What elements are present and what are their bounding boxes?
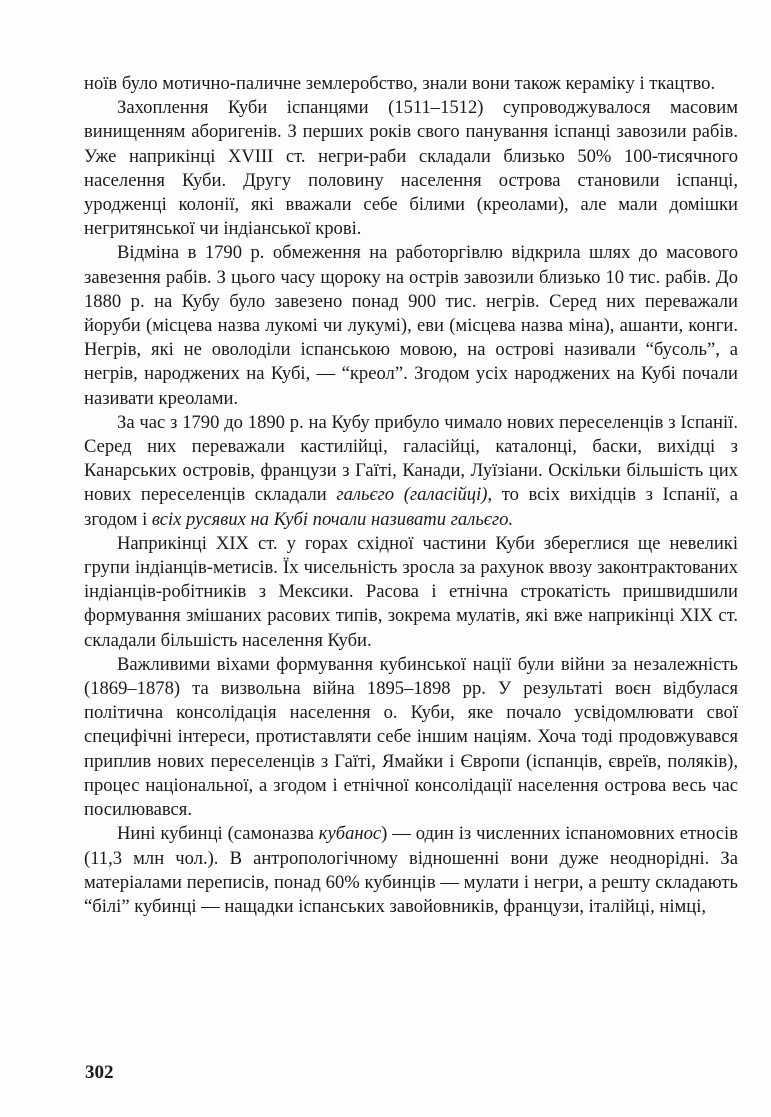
italic-term: кубанос — [318, 823, 382, 845]
paragraph-text: За час з 1790 до 1890 р. на Кубу прибуло чимало нових переселенців з Іспанії. Серед них переважали кастилійці, галасійці, каталонці, баски, вихідці з Канарських островів, французи з Гаїті, Канади, Луїзіани. Оскільки більшість цих нових переселенців складали — [84, 411, 738, 506]
paragraph-text: , то всіх вихідців з Іспанії, а згодом і — [84, 484, 738, 530]
paragraph-continued: ноїв було мотично-паличне землеробство, знали вони також кераміку і ткацтво. — [84, 73, 716, 94]
paragraph-nation-formation: Важливими віхами формування кубинської нації були війни за незалежність (1869–1878) та визвольна війна 1895–1898 рр. У результаті воєн відбулася політична консолідація населення о. Куби, яке почало усвідомлювати свої специфічні інтереси, протиставляти себе іншим націям. Хоча тоді продовжувався приплив нових переселенців з Гаїті, Ямайки і Європи (іспанців, євреїв, поляків), процес національної, а згодом і етнічної консолідації населення острова весь час посилювався. — [84, 653, 738, 821]
paragraph-spanish-conquest: Захоплення Куби іспанцями (1511–1512) супроводжувалося масовим винищенням аборигенів. З перших років свого панування іспанці завозили рабів. Уже наприкінці XVIII ст. негри-раби складали близько 50% 100-тисячного населення Куби. Другу половину населення острова становили іспанці, уродженці колонії, які вважали себе білими (креолами), але мали домішки негритянської чи індіанської крові. — [84, 97, 738, 240]
paragraph-text: Нині кубинці (самоназва — [117, 823, 319, 845]
main-text — [84, 72, 738, 919]
paragraph-modern-cubans — [84, 822, 738, 919]
italic-phrase: всіх русявих на Кубі почали називати гальєго. — [151, 508, 514, 530]
paragraph-text: ) — один із численних іспаномовних етносів (11,3 млн чол.). В антропологічному відношенні вони дуже неоднорідні. За матеріалами переписів, понад 60% кубинців — мулати і негри, а решту складають “білі” кубинці — нащадки іспанських завойовників, французи, італійці, німці, — [84, 823, 738, 917]
page-number: 302 — [85, 1062, 114, 1083]
paragraph-slave-trade: Відміна в 1790 р. обмеження на работоргівлю відкрила шлях до масового завезення рабів. З цього часу щороку на острів завозили близько 10 тис. рабів. До 1880 р. на Кубу було завезено понад 900 тис. негрів. Серед них переважали йоруби (місцева назва лукомі чи лукумі), еви (місцева назва міна), ашанти, конги. Негрів, які не оволоділи іспанською мовою, на острові називали “бусоль”, а негрів, народжених на Кубі, — “креол”. Згодом усіх народжених на Кубі почали називати креолами. — [84, 242, 738, 409]
italic-term: гальєго (галасійці) — [336, 484, 488, 506]
paragraph-mestizo-groups: Наприкінці XIX ст. у горах східної частини Куби збереглися ще невеликі групи індіанців-метисів. Їх чисельність зросла за рахунок ввозу законтрактованих індіанців-робітників з Мексики. Расова і етнічна строкатість пришвидшили формування змішаних расових типів, зокрема мулатів, які вже наприкінці XIX ст. складали більшість населення Куби. — [84, 532, 738, 651]
paragraph-spanish-settlers — [84, 411, 738, 532]
